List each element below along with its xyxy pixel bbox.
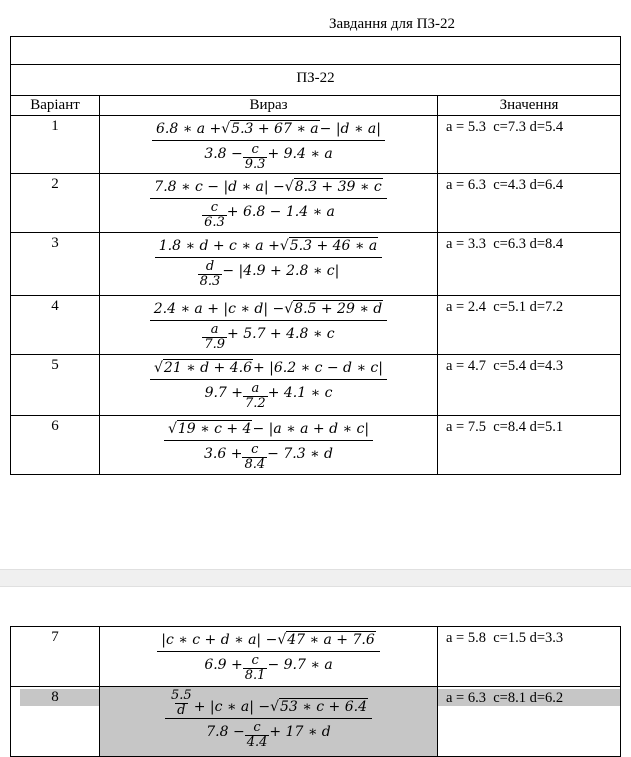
variant-number: 7 [10, 626, 100, 687]
expression-cell: 2.4 ∗ a + |c ∗ d| − √8.5 + 29 ∗ d $\frac{a}{7.9}$ + 5.7 + 4.8 ∗ c [99, 295, 438, 355]
values-cell: a = 5.8 c=1.5 d=3.3 [437, 626, 621, 687]
expression-cell: √19 ∗ c + 4 − |a ∗ a + d ∗ c| 3.6 + $\frac{c}{8.4}$ − 7.3 ∗ d [99, 415, 438, 475]
empty-top-row [10, 36, 621, 65]
col-header-variant: Варіант [10, 95, 100, 116]
variant-number: 8 [10, 686, 100, 757]
expression-cell: 1.8 ∗ d + c ∗ a + √5.3 + 46 ∗ a $\frac{d}{8.3}$ − |4.9 + 2.8 ∗ c| [99, 232, 438, 296]
values-cell: a = 6.3 c=8.1 d=6.2 [437, 686, 621, 757]
expression-cell-highlighted: $\frac{5.5}{d}$ + |c ∗ a| − √53 ∗ c + 6.4 7.8 − $\frac{c}{4.4}$ + 17 ∗ d [99, 686, 438, 757]
col-header-expression: Вираз [99, 95, 438, 116]
variant-number: 1 [10, 115, 100, 174]
page-break [0, 569, 631, 587]
variant-number: 5 [10, 354, 100, 416]
variant-number: 4 [10, 295, 100, 355]
expression-cell: √21 ∗ d + 4.6 + |6.2 ∗ c − d ∗ c| 9.7 + $\frac{a}{7.2}$ + 4.1 ∗ c [99, 354, 438, 416]
expression-cell: |c ∗ c + d ∗ a| − √47 ∗ a + 7.6 6.9 + $\frac{c}{8.1}$ − 9.7 ∗ a [99, 626, 438, 687]
expression-cell: 7.8 ∗ c − |d ∗ a| − √8.3 + 39 ∗ c $\frac{c}{6.3}$ + 6.8 − 1.4 ∗ a [99, 173, 438, 233]
values-cell: a = 3.3 c=6.3 d=8.4 [437, 232, 621, 296]
values-cell: a = 4.7 c=5.4 d=4.3 [437, 354, 621, 416]
values-cell: a = 6.3 c=4.3 d=6.4 [437, 173, 621, 233]
variant-number: 6 [10, 415, 100, 475]
variant-number: 3 [10, 232, 100, 296]
values-cell: a = 5.3 c=7.3 d=5.4 [437, 115, 621, 174]
variant-number: 2 [10, 173, 100, 233]
page-title: Завдання для ПЗ-22 [329, 16, 455, 32]
values-cell: a = 7.5 c=8.4 d=5.1 [437, 415, 621, 475]
values-cell: a = 2.4 c=5.1 d=7.2 [437, 295, 621, 355]
group-header: ПЗ-22 [10, 64, 621, 96]
col-header-values: Значення [437, 95, 621, 116]
expression-cell: 6.8 ∗ a + √5.3 + 67 ∗ a − |d ∗ a| 3.8 − $\frac{c}{9.3}$ + 9.4 ∗ a [99, 115, 438, 174]
